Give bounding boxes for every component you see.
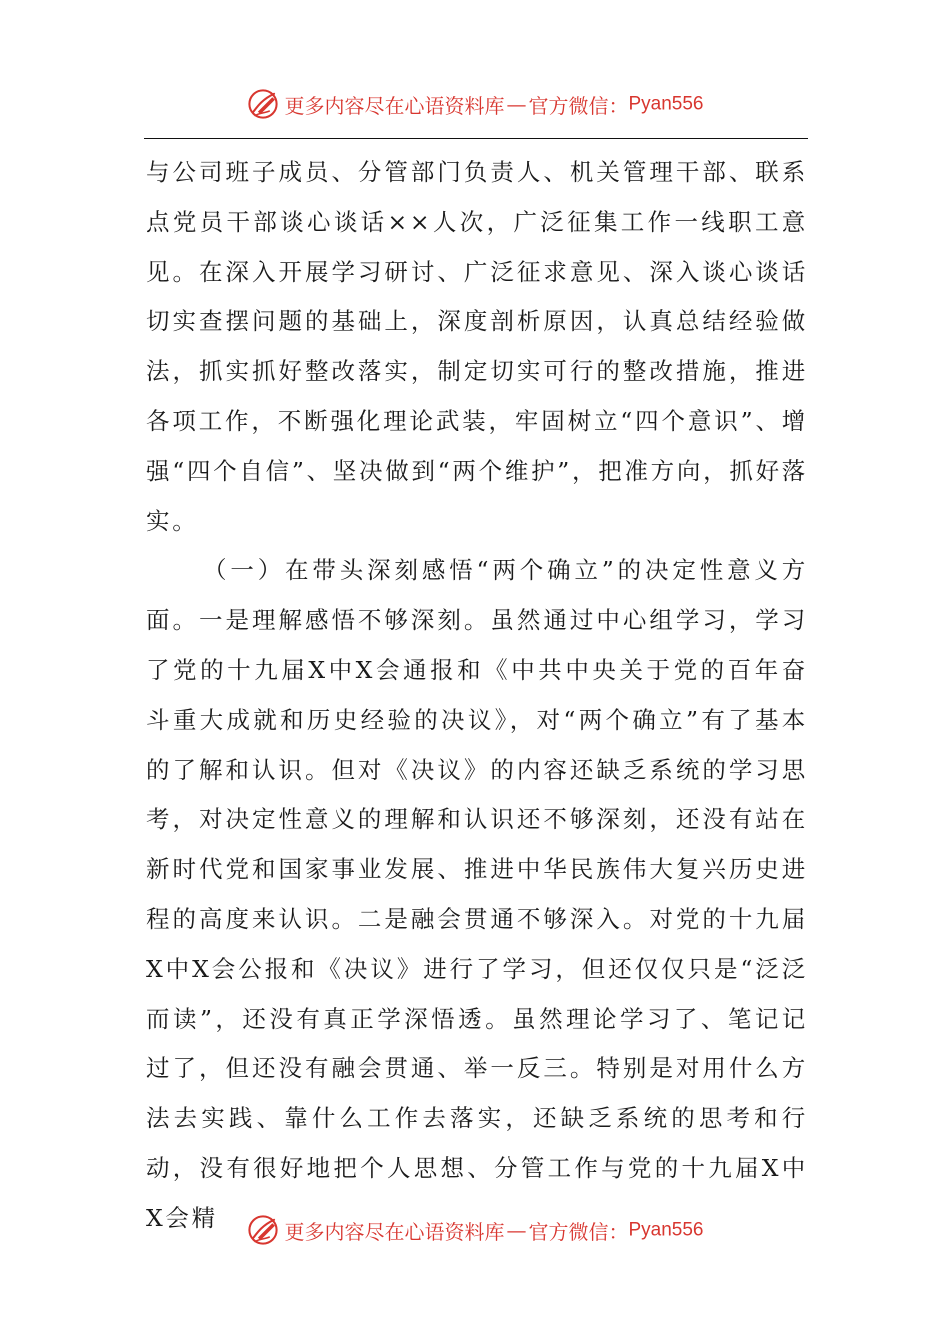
header-contact-id: Pyan556 [628, 93, 704, 114]
paragraph-2: （一）在带头深刻感悟“两个确立”的决定性意义方面。一是理解感悟不够深刻。虽然通过中心组学习，学习了党的十九届X中X会通报和《中共中央关于党的百年奋斗重大成就和历史经验的决议》，对“两个确立”有了基本的了解和认识。但对《决议》的内容还缺乏系统的学习思考，对决定性意义的理解和认识还不够深刻，还没有站在新时代党和国家事业发展、推进中华民族伟大复兴历史进程的高度来认识。二是融会贯通不够深入。对党的十九届X中X会公报和《决议》进行了学习，但还仅仅只是“泛泛而读”，还没有真正学深悟透。虽然理论学习了、笔记记过了，但还没有融会贯通、举一反三。特别是对用什么方法去实践、靠什么工作去落实，还缺乏系统的思考和行动，没有很好地把个人思想、分管工作与党的十九届X中X会精 [146, 556, 808, 1232]
header-divider [144, 138, 808, 139]
header-contact-label: 官方微信： [528, 93, 629, 118]
footer-contact-label: 官方微信： [528, 1219, 629, 1244]
paragraph-1: 与公司班子成员、分管部门负责人、机关管理干部、联系点党员干部谈心谈话××人次，广泛征集工作一线职工意见。在深入开展学习研讨、广泛征求意见、深入谈心谈话切实查摆问题的基础上，深度剖析原因，认真总结经验做法，抓实抓好整改落实，制定切实可行的整改措施，推进各项工作，不断强化理论武装，牢固树立“四个意识”、增强“四个自信”、坚决做到“两个维护”，把准方向，抓好落实。 [146, 158, 808, 535]
footer-separator: — [506, 1218, 527, 1242]
header-brand [0, 84, 950, 124]
header-separator: — [506, 92, 527, 116]
header-brand-text: 更多内容尽在心语资料库 [284, 93, 505, 118]
footer-contact-id: Pyan556 [628, 1219, 704, 1240]
footer-brand-text: 更多内容尽在心语资料库 [284, 1219, 505, 1244]
document-body [146, 148, 808, 1244]
footer-brand [0, 1210, 950, 1250]
writing-hand-logo-icon [246, 87, 280, 121]
writing-hand-logo-icon [246, 1213, 280, 1247]
